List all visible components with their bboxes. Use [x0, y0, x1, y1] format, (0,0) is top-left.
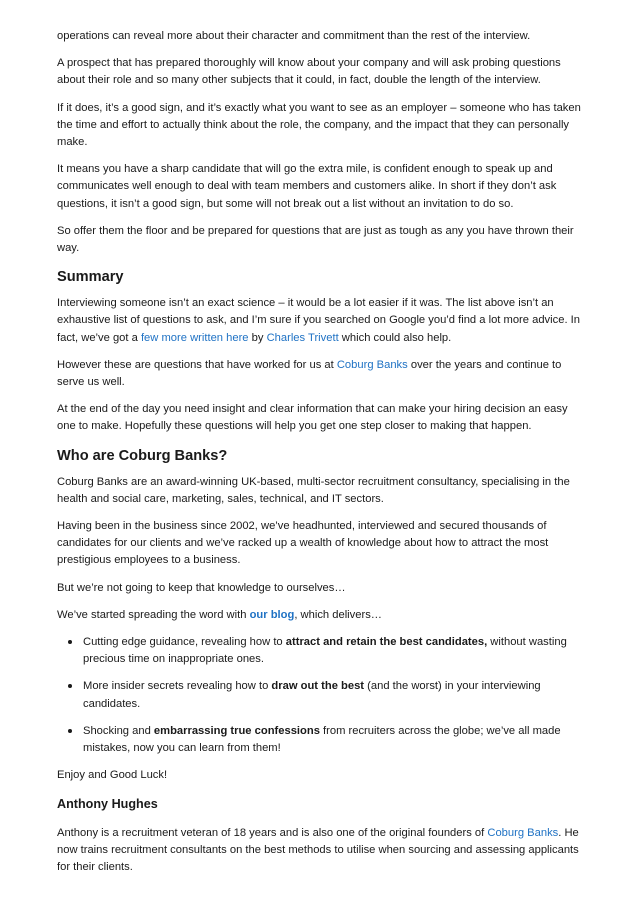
bold-text: embarrassing true confessions: [153, 724, 320, 737]
text: , which delivers…: [294, 608, 382, 621]
our-blog-link[interactable]: our blog: [249, 608, 295, 621]
paragraph: So offer them the floor and be prepared for questions that are just as tough as any you have thrown their way.: [57, 224, 574, 255]
about-paragraph: [57, 607, 587, 624]
bold-text: attract and retain the best candidates,: [285, 636, 488, 649]
summary-paragraph: [57, 357, 587, 391]
charles-trivett-link[interactable]: Charles Trivett: [266, 331, 339, 344]
about-paragraph: Having been in the business since 2002, we’ve headhunted, interviewed and secured thousands of candidates for our clients and we’ve racked up a wealth of knowledge about how to attract the most prestigious employees to a business.: [57, 520, 549, 567]
list-item: [57, 678, 587, 712]
text: We’ve started spreading the word with: [57, 608, 250, 621]
summary-heading: Summary: [57, 269, 124, 286]
bullet-icon: [68, 729, 72, 733]
text: Cutting edge guidance, revealing how to: [83, 636, 286, 649]
text: Shocking and: [83, 724, 154, 737]
text: from recruiters across the globe; we’ve all made mistakes, now you can learn from them!: [83, 724, 561, 755]
paragraph: If it does, it’s a good sign, and it’s exactly what you want to see as an employer – someone who has taken the time and effort to actually think about the role, the company, and the impact that they can personally make.: [57, 101, 581, 149]
text: without wasting precious time on inappropriate ones.: [83, 636, 567, 666]
author-bio: [57, 825, 587, 877]
paragraph: It means you have a sharp candidate that will go the extra mile, is confident enough to speak up and communicates well enough to deal with team members and customers alike. In short if they don’t ask questions, it isn’t a good sign, but some will not break out a list without an invitation to do so.: [57, 163, 557, 210]
about-paragraph: But we’re not going to keep that knowledge to ourselves…: [57, 581, 346, 594]
benefits-list: [57, 634, 587, 757]
text: . He now trains recruitment consultants on the best methods to utilise when sourcing and assessing applicants for their clients.: [57, 826, 579, 873]
closing-line: Enjoy and Good Luck!: [57, 769, 168, 782]
text: over the years and continue to serve us well.: [57, 358, 562, 389]
list-item: [57, 723, 587, 757]
text: which could also help.: [338, 331, 452, 344]
coburg-banks-link[interactable]: Coburg Banks: [336, 358, 408, 371]
author-name: Anthony Hughes: [57, 796, 158, 811]
about-paragraph: Coburg Banks are an award-winning UK-based, multi-sector recruitment consultancy, specialising in the health and social care, marketing, sales, technical, and IT sectors.: [57, 475, 570, 505]
text: Anthony is a recruitment veteran of 18 years and is also one of the original founders of: [57, 826, 488, 839]
few-more-link[interactable]: few more written here: [140, 331, 249, 344]
document-page: [57, 28, 587, 876]
coburg-banks-link[interactable]: Coburg Banks: [487, 826, 559, 839]
paragraph: A prospect that has prepared thoroughly will know about your company and will ask probing questions about their role and so many other subjects that it could, in fact, double the length of the interview.: [57, 57, 561, 87]
text: However these are questions that have worked for us at: [57, 358, 337, 371]
text: by: [248, 331, 267, 344]
text: Interviewing someone isn’t an exact science – it would be a lot easier if it was. The list above isn’t an exhaustive list of questions to ask, and I’m sure if you searched on Google you’d find a lot more advice. In fact, we’ve got a: [57, 297, 580, 344]
summary-paragraph: [57, 295, 587, 347]
text: (and the worst) in your interviewing candidates.: [83, 680, 541, 710]
bold-text: draw out the best: [271, 680, 365, 693]
about-heading: Who are Coburg Banks?: [57, 447, 228, 464]
summary-paragraph: At the end of the day you need insight and clear information that can make your hiring decision an easy one to make. Hopefully these questions will help you get one step closer to making that happen.: [57, 403, 568, 433]
text: More insider secrets revealing how to: [83, 680, 272, 693]
bullet-icon: [68, 640, 72, 644]
list-item: [57, 634, 587, 668]
bullet-icon: [68, 684, 72, 688]
paragraph: operations can reveal more about their character and commitment than the rest of the interview.: [57, 30, 531, 42]
